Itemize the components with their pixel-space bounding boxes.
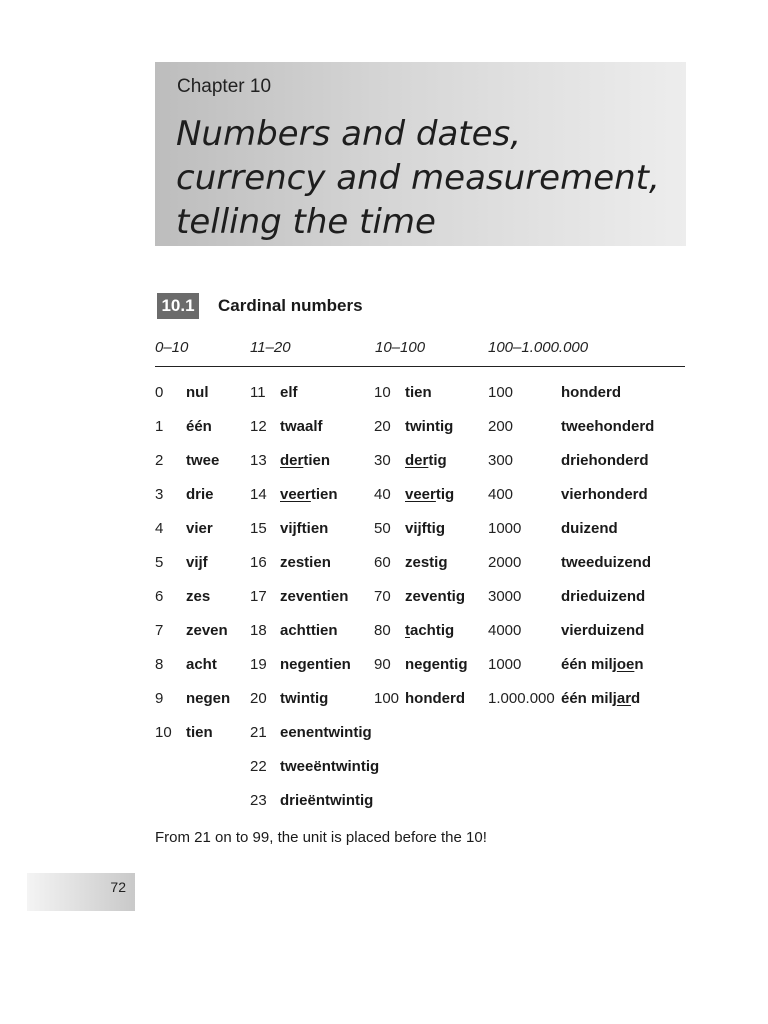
underlined-part: der — [405, 452, 429, 469]
number-word: duizend — [561, 520, 618, 537]
number-word: vijftig — [405, 520, 445, 537]
word-part: één milj — [561, 690, 617, 707]
number-word — [405, 485, 454, 505]
number-word — [405, 621, 454, 641]
number-value: 40 — [374, 486, 391, 503]
number-value: 1.000.000 — [488, 690, 555, 707]
number-word: honderd — [405, 690, 465, 707]
number-value: 2000 — [488, 554, 522, 571]
chapter-header — [155, 62, 686, 246]
number-value: 17 — [250, 588, 267, 605]
number-word: vijftien — [280, 520, 329, 537]
number-value: 19 — [250, 656, 267, 673]
number-word: zes — [186, 588, 211, 605]
number-word: vierhonderd — [561, 486, 648, 503]
number-word — [561, 655, 644, 675]
number-value: 5 — [155, 554, 164, 571]
number-value: 9 — [155, 690, 164, 707]
number-value: 20 — [250, 690, 267, 707]
number-value: 22 — [250, 758, 267, 775]
chapter-label: Chapter 10 — [177, 76, 272, 97]
number-value: 400 — [488, 486, 514, 503]
number-value: 100 — [374, 690, 400, 707]
underlined-part: der — [280, 452, 304, 469]
word-part: n — [634, 656, 644, 673]
number-value: 60 — [374, 554, 391, 571]
number-word: één — [186, 418, 212, 435]
number-value: 0 — [155, 384, 164, 401]
number-word: negentien — [280, 656, 351, 673]
number-word: honderd — [561, 384, 621, 401]
number-value: 70 — [374, 588, 391, 605]
word-part: één milj — [561, 656, 617, 673]
word-part: tien — [303, 452, 331, 469]
number-value: 3 — [155, 486, 164, 503]
section-title: Cardinal numbers — [218, 296, 363, 315]
number-word: drieduizend — [561, 588, 646, 605]
number-value: 1000 — [488, 520, 522, 537]
number-word: tweeduizend — [561, 554, 652, 571]
column-header: 100–1.000.000 — [488, 339, 589, 356]
number-word: zeventig — [405, 588, 466, 605]
number-word: tweeëntwintig — [280, 758, 380, 775]
number-word: tien — [405, 384, 432, 401]
number-word: zestig — [405, 554, 448, 571]
number-value: 80 — [374, 622, 391, 639]
number-value: 3000 — [488, 588, 522, 605]
number-word: acht — [186, 656, 217, 673]
number-word: twintig — [405, 418, 454, 435]
number-word: drieëntwintig — [280, 792, 374, 809]
number-word — [405, 451, 447, 471]
number-word: zestien — [280, 554, 331, 571]
number-word: eenentwintig — [280, 724, 372, 741]
chapter-title-line: telling the time — [176, 202, 436, 242]
chapter-title — [176, 112, 660, 244]
header-divider — [155, 366, 685, 367]
number-value: 16 — [250, 554, 267, 571]
number-value: 8 — [155, 656, 164, 673]
number-value: 50 — [374, 520, 391, 537]
number-value: 30 — [374, 452, 391, 469]
number-word: tien — [186, 724, 213, 741]
number-value: 4000 — [488, 622, 522, 639]
word-part: tig — [435, 486, 455, 503]
number-value: 18 — [250, 622, 267, 639]
word-part: tien — [310, 486, 338, 503]
number-word: driehonderd — [561, 452, 649, 469]
number-value: 23 — [250, 792, 267, 809]
number-value: 4 — [155, 520, 164, 537]
number-value: 1 — [155, 418, 164, 435]
number-word: nul — [186, 384, 209, 401]
number-value: 12 — [250, 418, 267, 435]
number-word: twaalf — [280, 418, 323, 435]
underlined-part: veer — [405, 486, 436, 503]
underlined-part: t — [405, 622, 410, 639]
number-value: 7 — [155, 622, 164, 639]
number-value: 100 — [488, 384, 514, 401]
column-header: 0–10 — [155, 339, 189, 356]
number-value: 1000 — [488, 656, 522, 673]
column-header: 11–20 — [250, 339, 291, 356]
number-value: 13 — [250, 452, 267, 469]
number-value: 15 — [250, 520, 267, 537]
column-header: 10–100 — [375, 339, 426, 356]
number-word — [280, 451, 330, 471]
number-word: zeven — [186, 622, 228, 639]
number-value: 200 — [488, 418, 514, 435]
number-value: 10 — [374, 384, 391, 401]
footnote: From 21 on to 99, the unit is placed before the 10! — [155, 829, 487, 846]
number-value: 14 — [250, 486, 267, 503]
number-value: 11 — [250, 384, 266, 401]
chapter-title-line: currency and measurement, — [176, 158, 660, 198]
number-value: 300 — [488, 452, 514, 469]
number-value: 2 — [155, 452, 164, 469]
underlined-part: veer — [280, 486, 311, 503]
number-word — [561, 689, 640, 709]
word-part: achtig — [410, 622, 455, 639]
number-word: vier — [186, 520, 213, 537]
number-value: 6 — [155, 588, 164, 605]
number-word: negen — [186, 690, 231, 707]
number-word: twintig — [280, 690, 329, 707]
underlined-part: oe — [616, 656, 635, 673]
number-word: drie — [186, 486, 214, 503]
word-part: tig — [428, 452, 447, 469]
number-word: vijf — [186, 554, 208, 571]
number-value: 90 — [374, 656, 391, 673]
number-word: achttien — [280, 622, 338, 639]
number-word — [280, 485, 338, 505]
number-word: elf — [280, 384, 298, 401]
number-value: 20 — [374, 418, 391, 435]
number-word: twee — [186, 452, 220, 469]
number-value: 21 — [250, 724, 267, 741]
section-number-badge: 10.1 — [157, 293, 199, 319]
page-number: 72 — [110, 879, 126, 895]
underlined-part: ar — [616, 690, 632, 707]
page-tab — [27, 873, 135, 911]
number-value: 10 — [155, 724, 172, 741]
word-part: d — [631, 690, 641, 707]
number-word: tweehonderd — [561, 418, 655, 435]
number-word: zeventien — [280, 588, 349, 605]
chapter-title-line: Numbers and dates, — [176, 114, 522, 154]
number-word: vierduizend — [561, 622, 645, 639]
number-word: negentig — [405, 656, 468, 673]
